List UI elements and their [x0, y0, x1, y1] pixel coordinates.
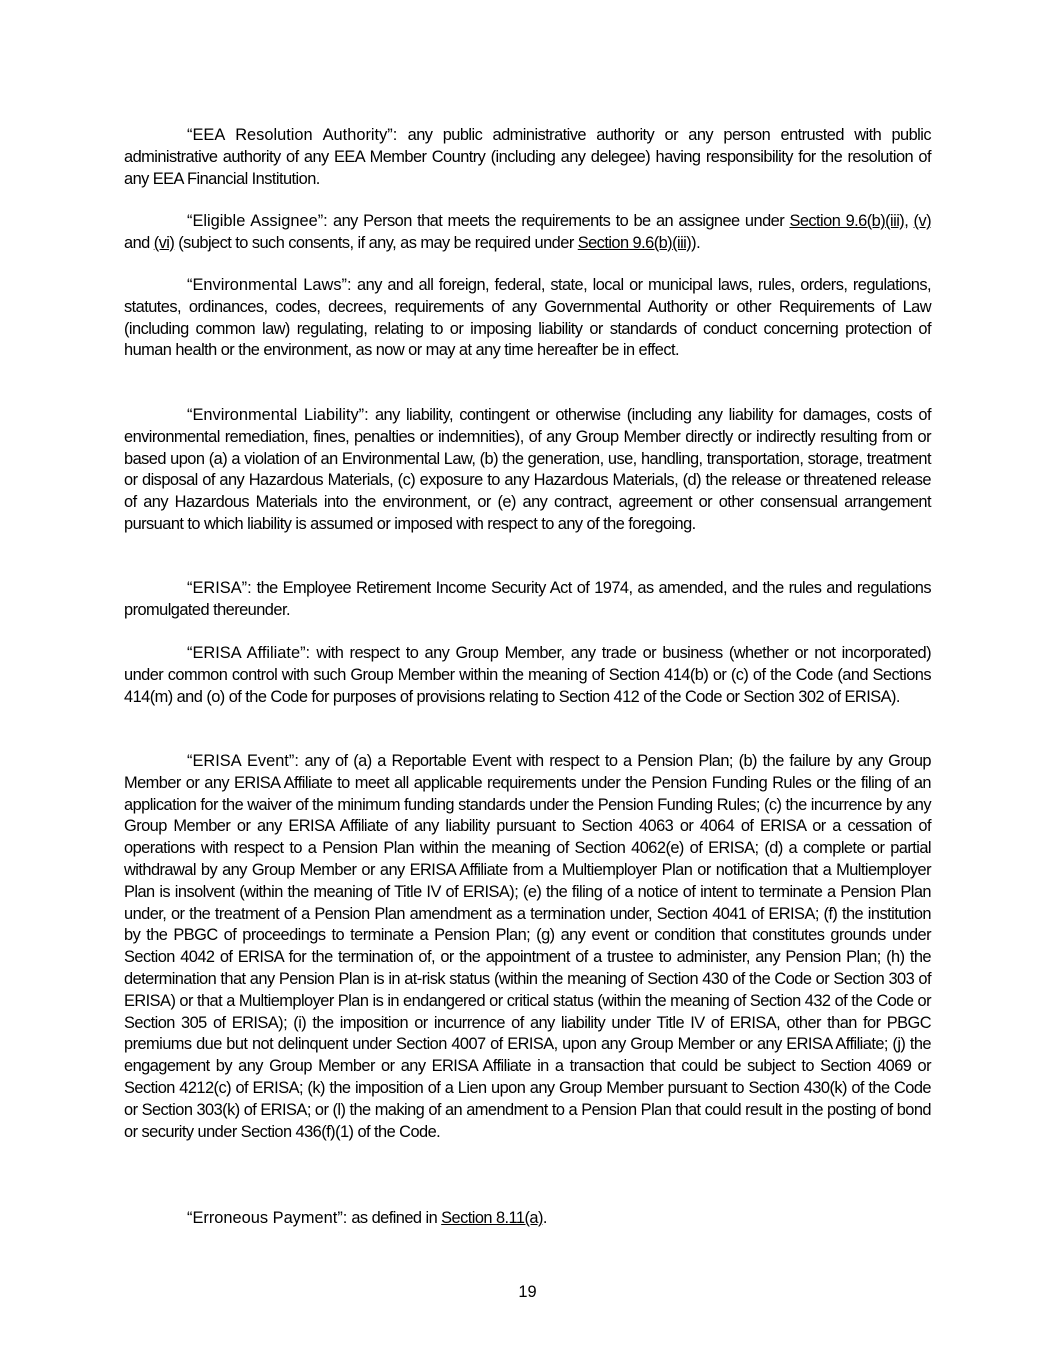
definition-erisa-event: [124, 751, 931, 1143]
definition-text: and: [124, 233, 154, 252]
defined-term: “Environmental Laws”:: [187, 276, 352, 294]
defined-term: “ERISA”:: [187, 579, 252, 597]
definition-text: the Employee Retirement Income Security Act of 1974, as amended, and the rules and regulations promulgated thereunder.: [124, 579, 931, 619]
definition-text: ).: [691, 233, 701, 252]
definition-text: ,: [904, 212, 914, 230]
definition-erisa: [124, 578, 931, 622]
definition-text: (subject to such consents, if any, as may be required under: [174, 233, 578, 252]
definition-text: .: [542, 1209, 547, 1227]
definition-erisa-affiliate: [124, 643, 931, 708]
page-number: 19: [518, 1283, 537, 1301]
definition-eligible-assignee: [124, 211, 931, 255]
defined-term: “Erroneous Payment”:: [187, 1209, 348, 1227]
defined-term: “Environmental Liability”:: [187, 406, 369, 424]
defined-term: “EEA Resolution Authority”:: [187, 126, 398, 144]
definition-environmental-liability: [124, 405, 931, 536]
definition-eea-resolution-authority: [124, 125, 931, 190]
section-reference: Section 9.6(b)(iii): [789, 212, 905, 230]
defined-term: “ERISA Event”:: [187, 752, 299, 770]
definition-text: any public administrative authority or any person entrusted with public administrative authority of any EEA Member Country (including any delegee) having responsibility for the resolution of any EEA Financial Institution.: [124, 126, 931, 188]
section-reference: Section 8.11(a): [441, 1209, 543, 1227]
definition-text: any of (a) a Reportable Event with respect to a Pension Plan; (b) the failure by any Group Member or any ERISA Affiliate to meet all applicable requirements under the Pension Funding Rules or the filing of an application for the waiver of the minimum funding standards under the Pension Funding Rules; (c) the incurrence by any Group Member or any ERISA Affiliate of any liability pursuant to Section 4063 or 4064 of ERISA or a cessation of operations with respect to a Pension Plan within the meaning of Section 4062(e) of ERISA; (d) a complete or partial withdrawal by any Group Member or any ERISA Affiliate from a Multiemployer Plan or notification that a Multiemployer Plan is insolvent (within the meaning of Title IV of ERISA); (e) the filing of a notice of intent to terminate a Pension Plan under, or the treatment of a Pension Plan amendment as a termination under, Section 4041 of ERISA; (f) the institution by the PBGC of proceedings to terminate a Pension Plan; (g) any event or condition that constitutes grounds under Section 4042 of ERISA for the termination of, or the appointment of a trustee to administer, any Pension Plan; (h) the determination that any Pension Plan is in at-risk status (within the meaning of Section 430 of the Code or Section 303 of ERISA) or that a Multiemployer Plan is in endangered or critical status (within the meaning of Section 432 of the Code or Section 305 of ERISA); (i) the imposition or incurrence of any liability under Title IV of ERISA, other than for PBGC premiums due but not delinquent under Section 4007 of ERISA, upon any Group Member or any ERISA Affiliate; (j) the engagement by any Group Member or any ERISA Affiliate in a transaction that could be subject to Section 4069 or Section 4212(c) of ERISA; (k) the imposition of a Lien upon any Group Member pursuant to Section 430(k) of the Code or Section 303(k) of ERISA; or (l) the making of an amendment to a Pension Plan that could result in the posting of bond or security under Section 436(f)(1) of the Code.: [124, 752, 931, 1141]
defined-term: “ERISA Affiliate”:: [187, 644, 311, 662]
section-reference: (vi): [153, 233, 175, 252]
definition-erroneous-payment: [124, 1208, 931, 1230]
section-reference: (v): [913, 212, 931, 230]
section-reference: Section 9.6(b)(iii): [577, 233, 692, 252]
definition-text: any and all foreign, federal, state, local or municipal laws, rules, orders, regulations, statutes, ordinances, codes, decrees, requirements of any Governmental Authority or other Requirements of Law (including common law) regulating, relating to or imposing liability or standards of conduct concerning protection of human health or the environment, as now or may at any time hereafter be in effect.: [124, 276, 932, 360]
definition-text: any Person that meets the requirements to be an assignee under: [327, 212, 790, 230]
defined-term: “Eligible Assignee”:: [187, 212, 328, 230]
definition-text: as defined in: [347, 1209, 442, 1227]
definition-text: with respect to any Group Member, any trade or business (whether or not incorporated) under common control with such Group Member within the meaning of Section 414(b) or (c) of the Code (and Sections 414(m) and (o) of the Code for purposes of provisions relating to Section 412 of the Code or Section 302 of ERISA).: [124, 644, 931, 706]
definition-environmental-laws: [124, 275, 931, 362]
definition-text: any liability, contingent or otherwise (including any liability for damages, costs of environmental remediation, fines, penalties or indemnities), of any Group Member directly or indirectly resulting from or based upon (a) a violation of an Environmental Law, (b) the generation, use, handling, transportation, storage, treatment or disposal of any Hazardous Materials, (c) exposure to any Hazardous Materials, (d) the release or threatened release of any Hazardous Materials into the environment, or (e) any contract, agreement or other consensual arrangement pursuant to which liability is assumed or imposed with respect to any of the foregoing.: [124, 406, 931, 533]
